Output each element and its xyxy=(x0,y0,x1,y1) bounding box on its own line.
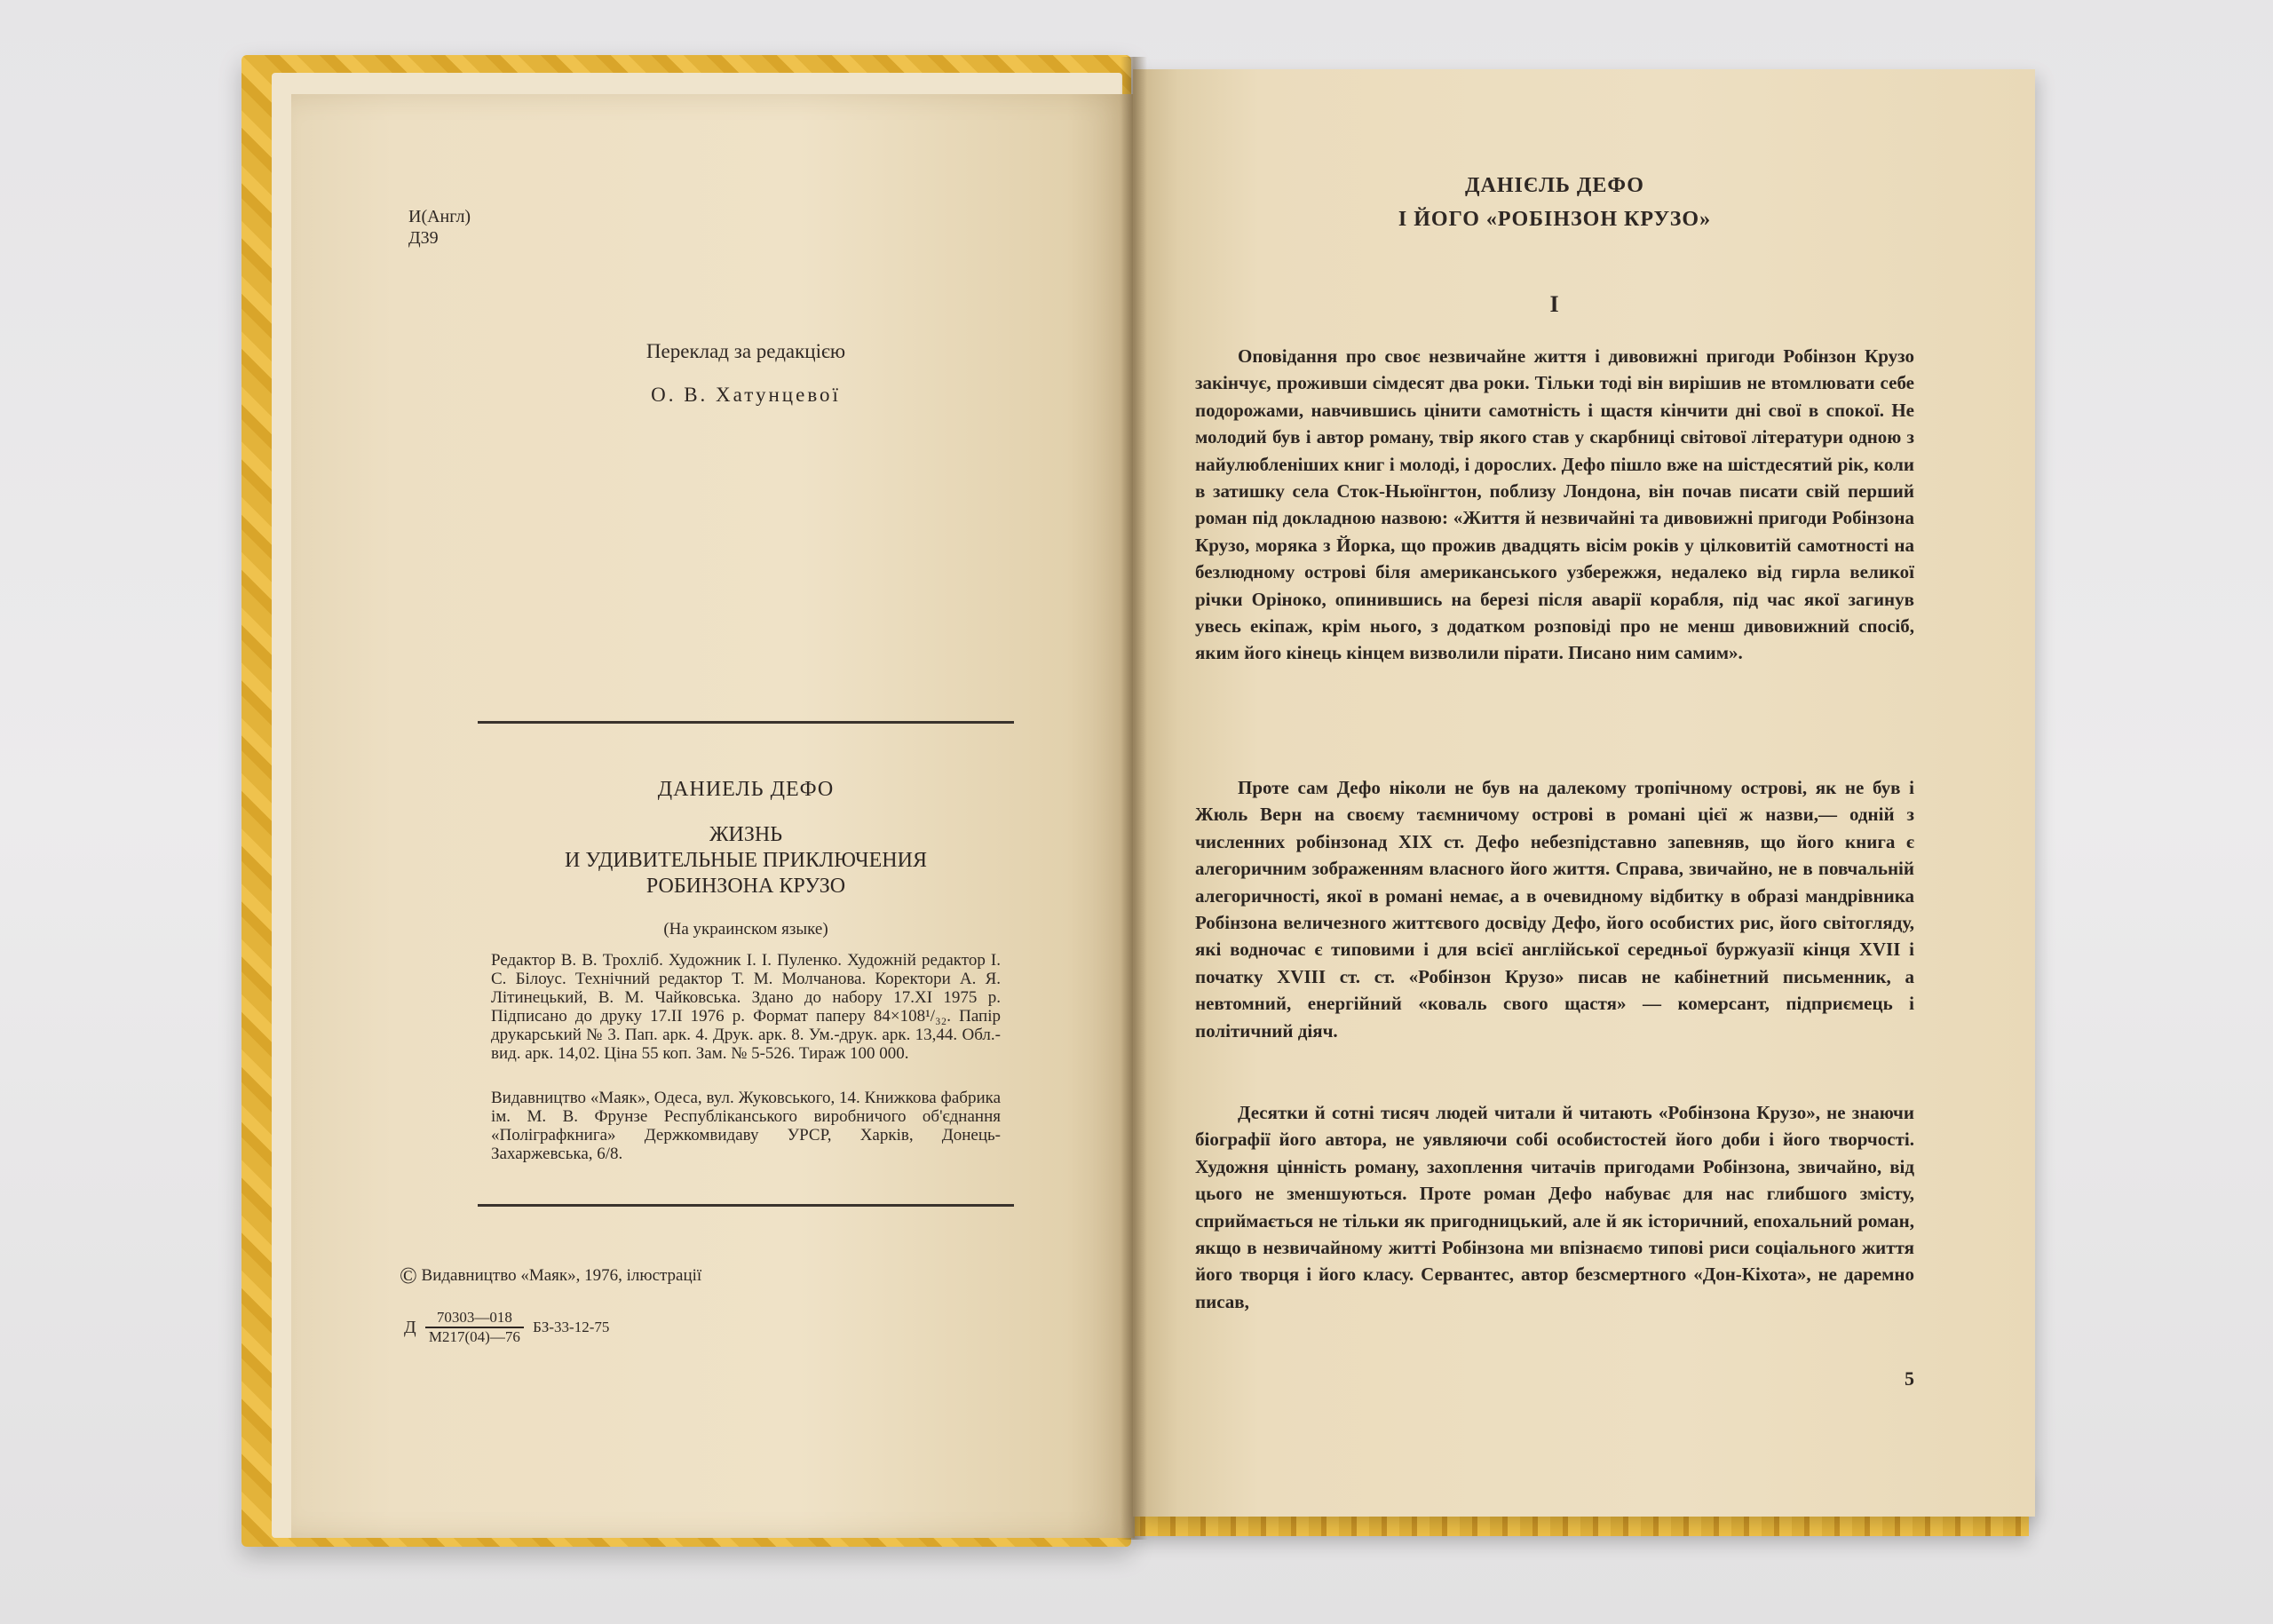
code-denominator: М217(04)—76 xyxy=(428,1328,520,1345)
page-number: 5 xyxy=(1905,1367,1914,1390)
copyright-line xyxy=(400,1263,701,1289)
paragraph: Проте сам Дефо ніколи не був на далекому тропічному острові, як не був і Жюль Верн на своєму таємничому острові в романі цієї ж назви,— одній з численних робінзонад XIX ст. Дефо небезпідставно запевняв, що його книга є алегоричним зображенням власного його життя. Справа, звичайно, не в повчальній алегоричності, якої в романі немає, а в очевидному відбитку в образі мандрівника Робінзона величезного життєвого досвіду Дефо, його особистих рис, його світогляду, які водночас є типовими і для всієї англійської середньої буржуазії кінця XVII і початку XVIII ст. ст. «Робінзон Крузо» писав не кабінетний письменник, а невтомний, енергійний «коваль свого щастя» — комерсант, підприємець і політичний діяч. xyxy=(1195,777,1914,1042)
classification-line: Д39 xyxy=(408,228,439,248)
publication-code xyxy=(404,1309,609,1346)
book-title-line: ЖИЗНЬ xyxy=(709,823,782,846)
copyright-text: Видавництво «Маяк», 1976, ілюстрації xyxy=(421,1266,702,1285)
chapter-heading-2: І ЙОГО «РОБІНЗОН КРУЗО» xyxy=(1398,208,1712,231)
code-prefix: Д xyxy=(404,1317,416,1337)
divider-top xyxy=(478,721,1014,724)
section-number: I xyxy=(1549,291,1560,317)
editor-name: О. В. Хатунцевої xyxy=(651,384,841,406)
paragraph: Оповідання про своє незвичайне життя і дивовижні пригоди Робінзон Крузо закінчує, проживши сімдесят два роки. Тільки тоді він вирішив не втомлювати себе подорожами, навчившись цінити самотність і щастя кінчити дні свої в спокої. Не молодий був і автор роману, твір якого став у скарбниці світової літератури одною з найулюбленіших книг і молоді, і дорослих. Дефо пішло вже на шістдесятий рік, коли в затишку села Сток-Ньюїнгтон, поблизу Лондона, він почав писати свій перший роман під докладною назвою: «Життя й незвичайні та дивовижні пригоди Робінзона Крузо, моряка з Йорка, що прожив двадцять вісім років у цілковитій самотності на безлюдному острові біля американського узбережжя, недалеко від гирла великої річки Оріноко, опинившись на березі після аварії корабля, під час якої загинув увесь екіпаж, крім нього, з додатком розповіді про не менш дивовижний спосіб, яким його кінець кінцем визволили пірати. Писано ним самим». xyxy=(1195,345,1914,664)
chapter-heading-1: ДАНІЄЛЬ ДЕФО xyxy=(1465,174,1644,197)
classification-code xyxy=(408,206,471,249)
book-gutter xyxy=(1121,57,1147,1540)
code-numerator: 70303—018 xyxy=(425,1309,524,1328)
code-fraction xyxy=(425,1309,524,1346)
book-title-line: РОБИНЗОНА КРУЗО xyxy=(645,875,846,898)
book-title-line: И УДИВИТЕЛЬНЫЕ ПРИКЛЮЧЕНИЯ xyxy=(565,849,927,872)
copyright-symbol: © xyxy=(400,1263,417,1288)
imprint-publisher: Видавництво «Маяк», Одеса, вул. Жуковського, 14. Книжкова фабрика ім. М. В. Фрунзе Республіканського виробничого об'єднання «Поліграфкнига» Держкомвидаву УРСР, Харків, Донець-Захаржевська, 6/8. xyxy=(491,1089,1001,1163)
imprint-credits: Редактор В. В. Трохліб. Художник І. І. Пуленко. Художній редактор І. С. Білоус. Технічний редактор Т. М. Молчанова. Коректори А. Я. Літинецький, В. М. Чайковська. Здано до набору 17.XI 1975 р. Підписано до друку 17.II 1976 р. Формат паперу 84×108¹/₃₂. Папір друкарський № 3. Пап. арк. 4. Друк. арк. 8. Ум.-друк. арк. 13,44. Обл.-вид. арк. 14,02. Ціна 55 коп. Зам. № 5-526. Тираж 100 000. xyxy=(491,951,1001,1063)
language-note: (На украинском языке) xyxy=(663,920,828,939)
paragraph: Десятки й сотні тисяч людей читали й читають «Робінзона Крузо», не знаючи біографії його автора, не уявляючи собі особистостей його доби і його творчості. Художня цінність роману, захоплення читачів пригодами Робінзона, звичайно, від цього не зменшуються. Проте роман Дефо набуває для нас глибшого змісту, сприймається не тільки як пригодницький, але й як історичний, епохальний роман, якщо в незвичайному житті Робінзона ми впізнаємо типові риси соціального життя його творця і його класу. Сервантес, автор безсмертного «Дон-Кіхота», не даремно писав, xyxy=(1195,1102,1914,1312)
translation-line: Переклад за редакцією xyxy=(645,340,846,362)
book-title xyxy=(478,822,1014,899)
classification-line: И(Англ) xyxy=(408,207,471,226)
code-suffix: БЗ-33-12-75 xyxy=(533,1319,610,1335)
divider-bottom xyxy=(478,1204,1014,1207)
book-author: ДАНИЕЛЬ ДЕФО xyxy=(657,778,835,801)
